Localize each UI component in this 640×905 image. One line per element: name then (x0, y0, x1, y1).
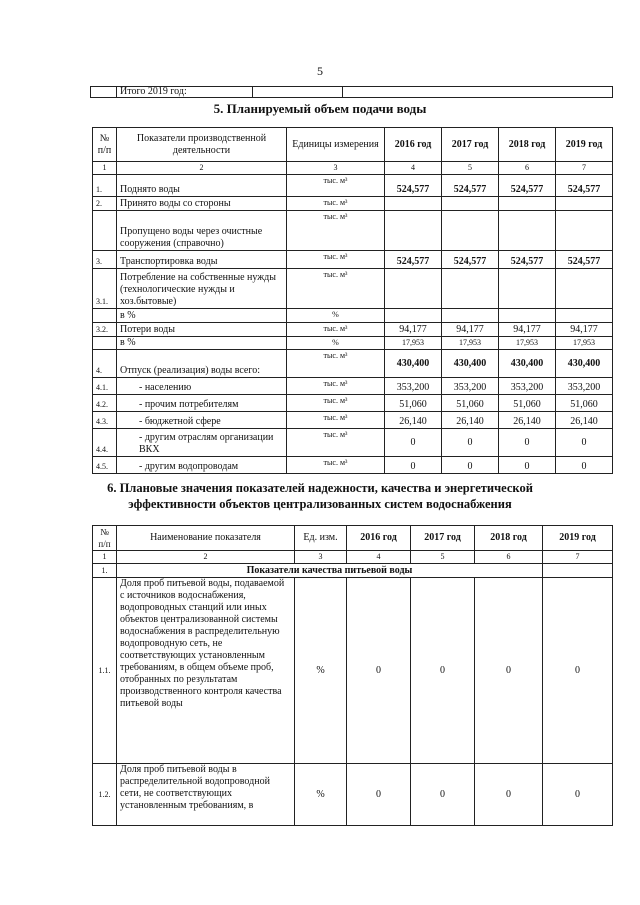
header-2016: 2016 год (347, 526, 411, 551)
table-row: 2. Принято воды со стороны тыс. м³ (93, 197, 613, 211)
header-2018: 2018 год (475, 526, 543, 551)
table-header-row (93, 128, 613, 162)
header-num: № п/п (93, 128, 117, 162)
table-row: 4.5. - другим водопроводам тыс. м³ 0 0 0 0 (93, 457, 613, 474)
header-2016: 2016 год (385, 128, 442, 162)
table-row: 4.2. - прочим потребителям тыс. м³ 51,060 51,060 51,060 51,060 (93, 395, 613, 412)
table-row: 4.1. - населению тыс. м³ 353,200 353,200 353,200 353,200 (93, 378, 613, 395)
column-index-row: 1 2 3 4 5 6 7 (93, 162, 613, 175)
table-row: 4.4. - другим отраслям организации ВКХ тыс. м³ 0 0 0 0 (93, 429, 613, 457)
table-row: в % % (93, 309, 613, 323)
header-2019: 2019 год (543, 526, 613, 551)
header-2017: 2017 год (442, 128, 499, 162)
table-row: 3. Транспортировка воды тыс. м³ 524,577 524,577 524,577 524,577 (93, 251, 613, 269)
water-supply-volume-table (92, 127, 613, 474)
header-unit: Ед. изм. (295, 526, 347, 551)
header-name: Показатели производственной деятельности (117, 128, 287, 162)
group-row-water-quality: 1. Показатели качества питьевой воды (93, 564, 613, 578)
table-row: 3.2. Потери воды тыс. м³ 94,177 94,177 94,177 94,177 (93, 323, 613, 337)
header-2017: 2017 год (411, 526, 475, 551)
header-2018: 2018 год (499, 128, 556, 162)
section-5-title: 5. Планируемый объем подачи воды (213, 101, 427, 116)
section-6-title: 6. Плановые значения показателей надежности, качества и энергетической эффективности объектов централизованных систем водоснабжения (107, 481, 533, 511)
table-row: 4. Отпуск (реализация) воды всего: тыс. м³ 430,400 430,400 430,400 430,400 (93, 350, 613, 378)
header-unit: Единицы измерения (287, 128, 385, 162)
table-row: в % % 17,953 17,953 17,953 17,953 (93, 337, 613, 350)
header-name: Наименование показателя (117, 526, 295, 551)
table-row: 1.2. Доля проб питьевой воды в распределительной водопроводной сети, не соответствующих установленным требованиям, в % 0 0 0 0 (93, 764, 613, 826)
table-row: 1. Поднято воды тыс. м³ 524,577 524,577 524,577 524,577 (93, 175, 613, 197)
table-row (91, 87, 613, 98)
reliability-quality-table (92, 525, 613, 826)
page-number: 5 (317, 64, 323, 78)
total-2019-row-table (90, 86, 613, 98)
table-row: Пропущено воды через очистные сооружения (справочно) тыс. м³ (93, 211, 613, 251)
header-2019: 2019 год (556, 128, 613, 162)
table-row: 1.1. Доля проб питьевой воды, подаваемой с источников водоснабжения, водопроводных станций или иных объектов централизованной системы водоснабжения в распределительную водопроводную сеть, не соответствующих установленным требованиям, в общем объеме проб, отобранных по результатам производственного контроля качества питьевой воды % 0 0 0 0 (93, 578, 613, 764)
table-row: 4.3. - бюджетной сфере тыс. м³ 26,140 26,140 26,140 26,140 (93, 412, 613, 429)
table-header-row (93, 526, 613, 551)
group-title: Показатели качества питьевой воды (117, 564, 543, 578)
header-num: № п/п (93, 526, 117, 551)
column-index-row: 1 2 3 4 5 6 7 (93, 551, 613, 564)
table-row: 3.1. Потребление на собственные нужды (технологические нужды и хоз.бытовые) тыс. м³ (93, 269, 613, 309)
total-2019-label: Итого 2019 год: (117, 87, 253, 98)
